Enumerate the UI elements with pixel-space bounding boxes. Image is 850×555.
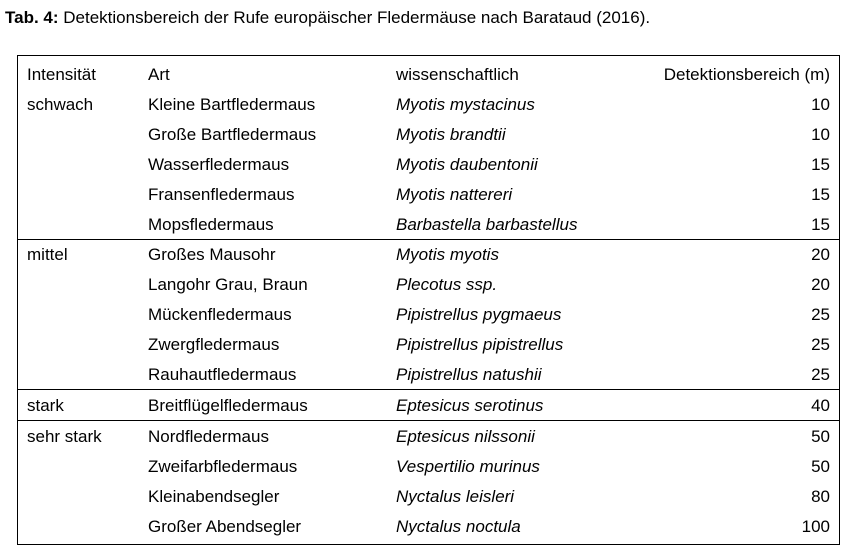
cell-species: Große Bartfledermaus xyxy=(148,125,317,144)
cell-range: 15 xyxy=(811,185,830,204)
caption-text: Detektionsbereich der Rufe europäischer Fledermäuse nach Barataud (2016). xyxy=(58,8,651,27)
header-scientific: wissenschaftlich xyxy=(396,65,519,84)
cell-range: 20 xyxy=(811,245,830,264)
table-row xyxy=(18,90,839,120)
cell-scientific: Nyctalus noctula xyxy=(396,517,521,536)
cell-intensity: schwach xyxy=(27,95,94,114)
cell-intensity: mittel xyxy=(27,245,68,264)
header-intensity: Intensität xyxy=(27,65,96,84)
cell-range: 25 xyxy=(811,305,830,324)
table-row xyxy=(18,180,839,210)
cell-intensity: sehr stark xyxy=(27,427,102,446)
cell-species: Langohr Grau, Braun xyxy=(148,275,308,294)
cell-range: 10 xyxy=(811,125,830,144)
table-header-row xyxy=(18,60,839,90)
cell-range: 100 xyxy=(801,517,830,536)
header-species: Art xyxy=(148,65,170,84)
table-row xyxy=(18,300,839,330)
cell-range: 40 xyxy=(811,396,830,415)
cell-species: Nordfledermaus xyxy=(148,427,269,446)
cell-species: Kleinabendsegler xyxy=(148,487,280,506)
cell-range: 15 xyxy=(811,155,830,174)
cell-scientific: Myotis daubentonii xyxy=(396,155,538,174)
cell-scientific: Myotis mystacinus xyxy=(396,95,535,114)
table-row xyxy=(18,391,839,421)
detection-range-table xyxy=(17,55,840,545)
cell-scientific: Eptesicus serotinus xyxy=(396,396,544,415)
cell-range: 50 xyxy=(811,427,830,446)
cell-scientific: Pipistrellus pygmaeus xyxy=(396,305,562,324)
caption-label: Tab. 4: xyxy=(5,8,59,27)
table-caption xyxy=(5,6,650,30)
table-row xyxy=(18,120,839,150)
cell-species: Wasserfledermaus xyxy=(148,155,290,174)
table-row xyxy=(18,150,839,180)
cell-species: Kleine Bartfledermaus xyxy=(148,95,316,114)
table-row xyxy=(18,360,839,390)
cell-scientific: Pipistrellus natushii xyxy=(396,365,542,384)
cell-species: Breitflügelfledermaus xyxy=(148,396,308,415)
cell-scientific: Barbastella barbastellus xyxy=(396,215,578,234)
cell-range: 20 xyxy=(811,275,830,294)
group-divider xyxy=(18,420,839,421)
cell-scientific: Vespertilio murinus xyxy=(396,457,540,476)
cell-species: Zwergfledermaus xyxy=(148,335,280,354)
table-row xyxy=(18,422,839,452)
table-row xyxy=(18,210,839,240)
cell-species: Großes Mausohr xyxy=(148,245,276,264)
cell-range: 80 xyxy=(811,487,830,506)
cell-species: Mückenfledermaus xyxy=(148,305,292,324)
cell-species: Fransenfledermaus xyxy=(148,185,295,204)
cell-species: Mopsfledermaus xyxy=(148,215,274,234)
header-range: Detektionsbereich (m) xyxy=(663,65,830,84)
cell-scientific: Nyctalus leisleri xyxy=(396,487,515,506)
cell-scientific: Myotis nattereri xyxy=(396,185,513,204)
cell-scientific: Pipistrellus pipistrellus xyxy=(396,335,564,354)
cell-species: Großer Abendsegler xyxy=(148,517,302,536)
table-row xyxy=(18,452,839,482)
table-row xyxy=(18,330,839,360)
table-row xyxy=(18,482,839,512)
cell-range: 25 xyxy=(811,335,830,354)
cell-range: 15 xyxy=(811,215,830,234)
cell-scientific: Myotis brandtii xyxy=(396,125,506,144)
table-row xyxy=(18,270,839,300)
cell-intensity: stark xyxy=(27,396,64,415)
cell-scientific: Eptesicus nilssonii xyxy=(396,427,535,446)
group-divider xyxy=(18,389,839,390)
cell-scientific: Plecotus ssp. xyxy=(396,275,498,294)
cell-range: 50 xyxy=(811,457,830,476)
cell-range: 10 xyxy=(811,95,830,114)
table-row xyxy=(18,512,839,542)
cell-scientific: Myotis myotis xyxy=(396,245,499,264)
table-row xyxy=(18,240,839,270)
cell-species: Rauhautfledermaus xyxy=(148,365,297,384)
cell-species: Zweifarbfledermaus xyxy=(148,457,298,476)
cell-range: 25 xyxy=(811,365,830,384)
